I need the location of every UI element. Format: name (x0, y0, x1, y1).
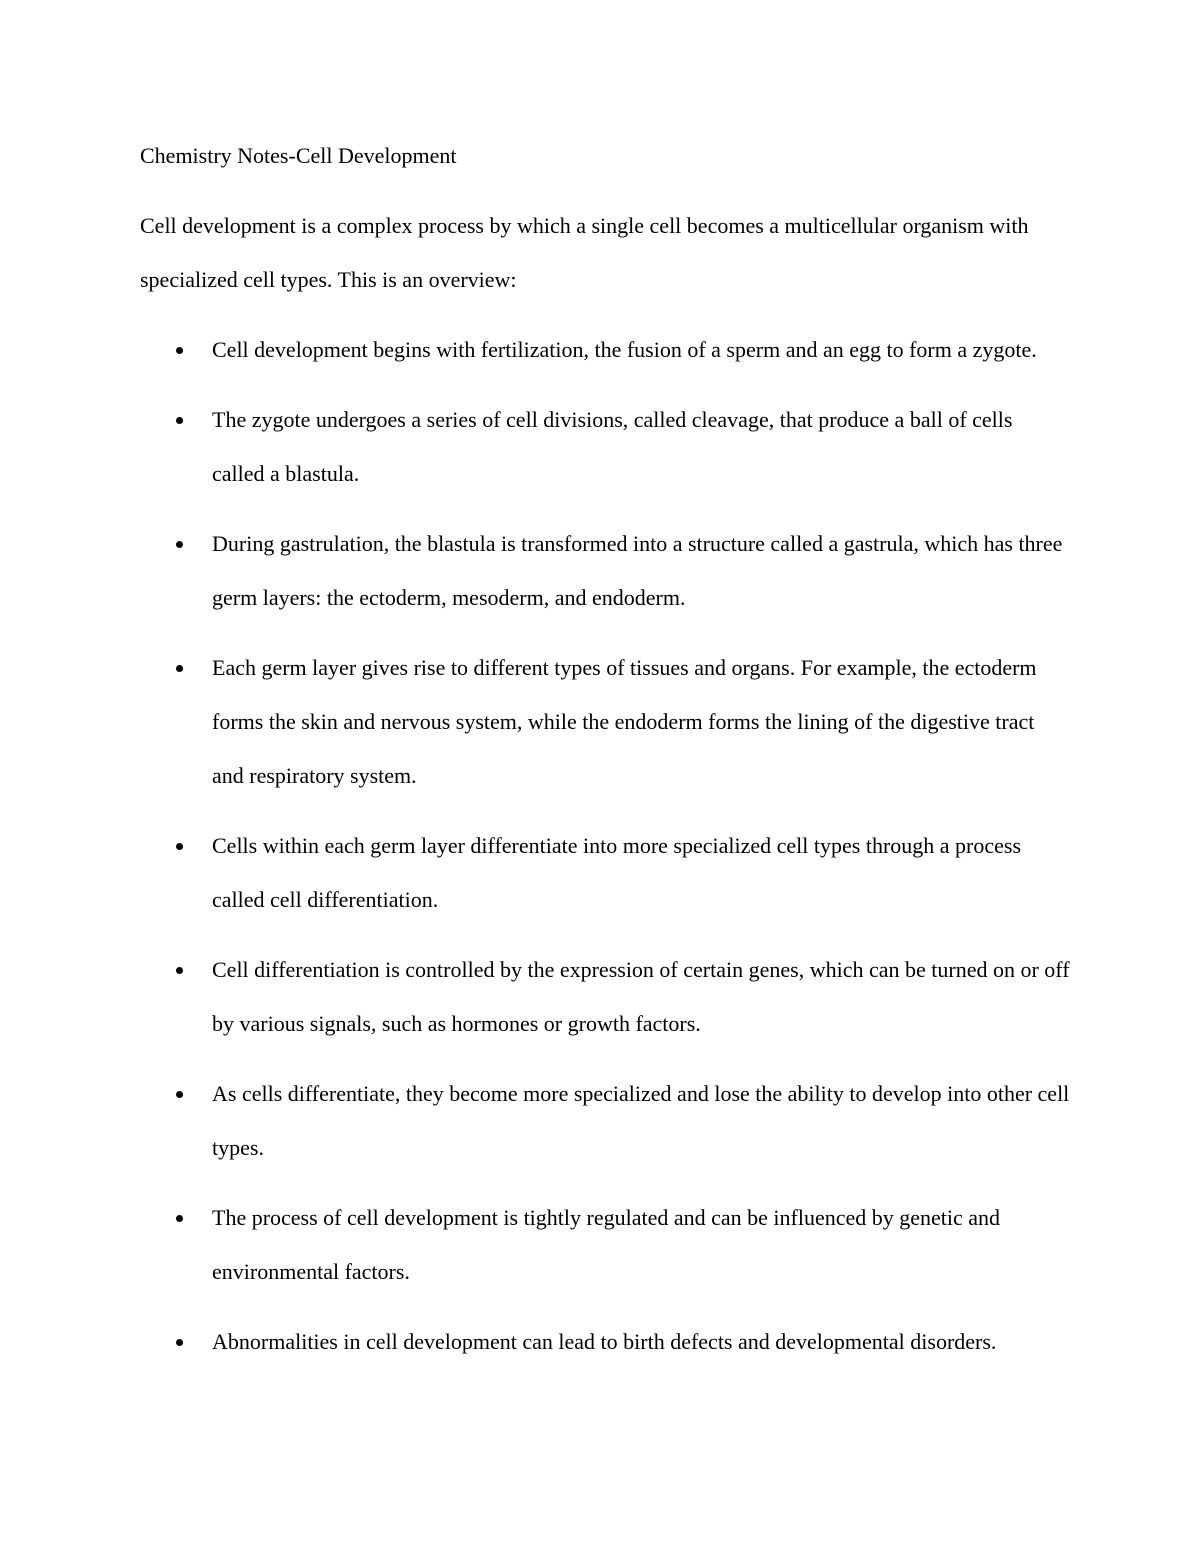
list-item (140, 517, 1070, 625)
bullet-icon (176, 665, 183, 672)
bullet-icon (176, 1339, 183, 1346)
bullet-list (140, 323, 1070, 1369)
list-item (140, 1315, 1070, 1369)
bullet-icon (176, 967, 183, 974)
list-item (140, 943, 1070, 1051)
document-title: Chemistry Notes-Cell Development (140, 143, 457, 168)
list-item-text: As cells differentiate, they become more specialized and lose the ability to develop into other cell types. (212, 1081, 1070, 1160)
list-item-text: The process of cell development is tightly regulated and can be influenced by genetic and environmental factors. (212, 1205, 1001, 1284)
list-item-text: Abnormalities in cell development can lead to birth defects and developmental disorders. (212, 1329, 997, 1354)
list-item-text: During gastrulation, the blastula is transformed into a structure called a gastrula, which has three germ layers: the ectoderm, mesoderm, and endoderm. (212, 531, 1063, 610)
bullet-icon (176, 1091, 183, 1098)
list-item (140, 323, 1070, 377)
list-item (140, 641, 1070, 803)
list-item (140, 1067, 1070, 1175)
list-item-text: Each germ layer gives rise to different types of tissues and organs. For example, the ectoderm forms the skin and nervous system, while the endoderm forms the lining of the digestive tract and respiratory system. (212, 655, 1037, 788)
bullet-icon (176, 417, 183, 424)
list-item (140, 1191, 1070, 1299)
bullet-icon (176, 347, 183, 354)
list-item (140, 819, 1070, 927)
list-item-text: Cell development begins with fertilization, the fusion of a sperm and an egg to form a zygote. (212, 337, 1037, 362)
list-item (140, 393, 1070, 501)
bullet-icon (176, 1215, 183, 1222)
list-item-text: The zygote undergoes a series of cell divisions, called cleavage, that produce a ball of cells called a blastula. (212, 407, 1013, 486)
intro-paragraph: Cell development is a complex process by which a single cell becomes a multicellular organism with specialized cell types. This is an overview: (140, 213, 1029, 292)
bullet-icon (176, 541, 183, 548)
bullet-icon (176, 843, 183, 850)
list-item-text: Cells within each germ layer differentiate into more specialized cell types through a process called cell differentiation. (212, 833, 1022, 912)
document-body (140, 129, 1070, 1385)
list-item-text: Cell differentiation is controlled by the expression of certain genes, which can be turned on or off by various signals, such as hormones or growth factors. (212, 957, 1070, 1036)
